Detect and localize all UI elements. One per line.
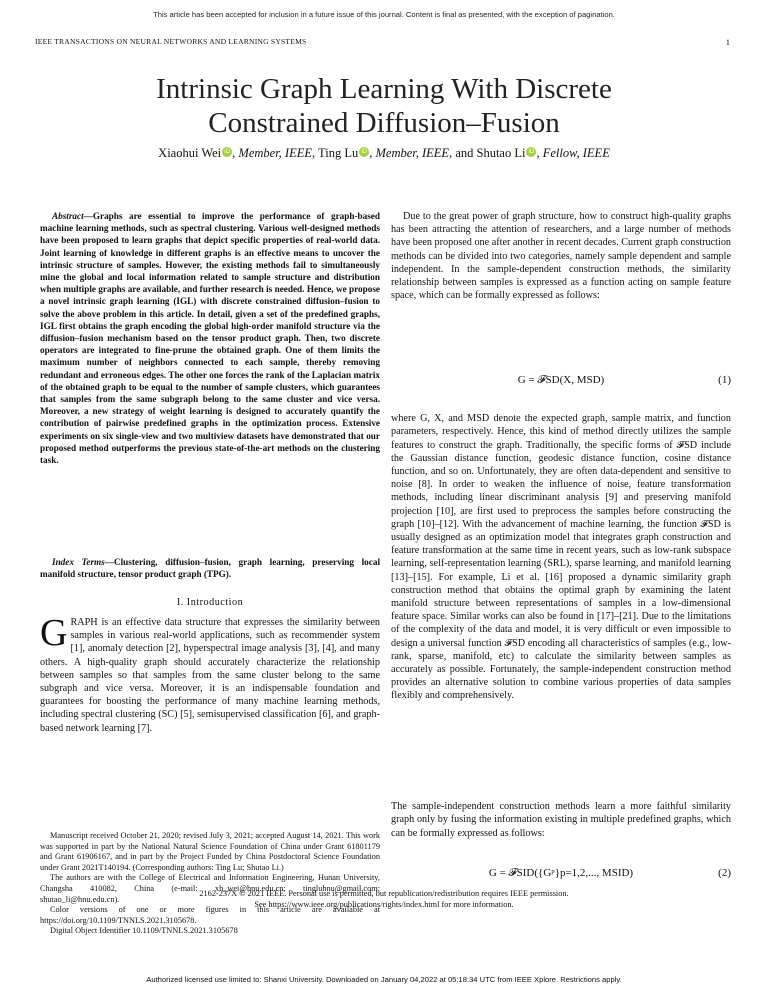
equation-1-number: (1) [718, 374, 731, 386]
section-heading: I. Introduction [176, 597, 244, 608]
footnote-manuscript: Manuscript received October 21, 2020; revised July 3, 2021; accepted August 14, 2021. This work was supported in part by the National Natural Science Foundation of China under Grant 61801179 and Grant 61906167, and in part by the Project Funded by China Postdoctoral Science Foundation under Grant 2021T140194. (Corresponding authors: Ting Lu; Shutao Li.) [40, 831, 380, 872]
author-1-role: Member, IEEE [238, 146, 313, 160]
equation-1 [391, 374, 731, 394]
copyright-line-1: 2162-237X © 2021 IEEE. Personal use is permitted, but republication/redistribution requires IEEE permission. [199, 889, 569, 898]
abstract [40, 210, 380, 466]
copyright-line-2: See https://www.ieee.org/publications/rights/index.html for more information. [254, 900, 514, 909]
footnote-color: Color versions of one or more figures in this article are available at https://doi.org/10.1109/TNNLS.2021.3105678. [40, 905, 380, 925]
author-2-role: Member, IEEE [375, 146, 450, 160]
copyright-notice [0, 888, 768, 910]
index-terms-label: Index Terms— [52, 557, 114, 567]
introduction-text: RAPH is an effective data structure that expresses the similarity between samples in various real-world applications, such as recommender system [1], anomaly detection [2], hyperspectral image analysis [3], [4], and many others. A high-quality graph should accurately characterize the relationship between samples so that samples from the same cluster belong to the same subgraph and vice versa. Moreover, it is an indispensable foundation and guarantees for boosting the performance of many machine learning methods, including spectral clustering (SC) [5], semisupervised classification [6], and graph-based network learning [7]. [40, 617, 380, 734]
equation-1-body: G = 𝓕SD(X, MSD) [517, 374, 605, 386]
author-3-role: Fellow, IEEE [542, 146, 610, 160]
author-list: Xiaohui Wei iD , Member, IEEE, Ting Lu iD , Member, IEEE, and Shutao Li iD , Fellow, IEEE [158, 146, 610, 160]
author-2: Ting Lu [318, 146, 359, 160]
equation-2-body: G = 𝓕SID({Gᵖ}p=1,2,..., MSID) [488, 867, 634, 879]
abstract-text: Graphs are essential to improve the performance of graph-based machine learning methods, such as spectral clustering. Various well-designed methods have been proposed to learn graphs that depict specific properties of real-world data. Joint learning of knowledge in different graphs is an effective means to uncover the intrinsic structure of samples. However, the existing methods fail to simultaneously mine the global and local information related to sample structure and distribution when multiple graphs are available, and further research is needed. Hence, we propose a novel intrinsic graph learning (IGL) with discrete constrained diffusion–fusion to solve the above problem in this article. In detail, given a set of the predefined graphs, IGL first obtains the graph encoding the global high-order manifold structure via the diffusion–fusion mechanism based on the tensor product graph. Then, two discrete operators are integrated to fine-prune the obtained graph. One of them limits the maximum number of neighbors connected to each sample, thereby removing redundant and erroneous edges. The other one forces the rank of the Laplacian matrix of the obtained graph to be equal to the number of sample clusters, which guarantees that samples from the same subgraph belong to the same cluster and vice versa. Moreover, a new strategy of weight learning is designed to accurately quantify the contribution of pairwise predefined graphs in the optimization process. Extensive experiments on six single-view and two multiview datasets have demonstrated that our proposed method outperforms the previous state-of-the-art methods on the clustering task. [40, 211, 380, 466]
paragraph-text: The sample-independent construction methods learn a more faithful similarity graph only by fusing the information existing in multiple predefined graphs, which can be formally expressed as follows: [391, 801, 731, 839]
orcid-icon[interactable]: iD [526, 147, 536, 157]
right-paragraph-1 [391, 210, 731, 302]
paragraph-text: Due to the great power of graph structure, how to construct high-quality graphs has been attracting the attention of researchers, and a large number of methods have been proposed one after another in recent decades. Current graph construction methods can be divided into two categories, namely sample dependent and sample independent. In the sample-dependent construction methods, the similarity relationship between samples is expressed as a function acting on sample feature space, which can be formally expressed as follows: [391, 211, 732, 302]
index-terms-text: Clustering, diffusion–fusion, graph learning, preserving local manifold structure, tensor product graph (TPG). [40, 557, 381, 580]
authorized-use-notice: Authorized licensed use limited to: Shanxi University. Downloaded on January 04,2022 at 05:18:34 UTC from IEEE Xplore. Restrictions apply. [146, 975, 622, 984]
index-terms [40, 556, 380, 580]
paragraph-text: where G, X, and MSD denote the expected graph, sample matrix, and function parameters, respectively. Hence, this kind of method directly utilizes the sample features to construct the graph. Traditionally, the specific forms of 𝓕SD include the Gaussian distance function, geodesic distance function, cosine distance function, and so on. Unfortunately, they are often data-dependent and sensitive to noise [8]. In order to weaken the influence of noise, feature transformation methods, including linear discriminant analysis [9] and preserving manifold projection [10], are first used to preprocess the samples before constructing the graph [10]–[12]. With the advancement of machine learning, the function 𝓕SD is usually designed as an optimization model that integrates graph construction and feature transformation at the same time in recent years, such as low-rank subspace learning, self-representation learning (SRL), sparse learning, and manifold learning [13]–[15]. For example, Li et al. [16] proposed a dynamic similarity graph construction method that obtains the optimal graph by examining the latent manifold structure between representations of samples in a low-dimensional feature space. Similar works can also be found in [17]–[21]. Due to the limitations of the complexity of the data and model, it is very difficult or even impossible to design a universal function 𝓕SD encoding all characteristics of samples (e.g., low-rank, sparse, manifold, etc) to calculate the similarity between samples as accurately as possible. Fortunately, the sample-independent construction method provides an alternative solution to combine various properties of data samples flexibly and comprehensively. [391, 413, 731, 702]
paper-title [0, 72, 768, 140]
title-line-1: Intrinsic Graph Learning With Discrete [156, 73, 612, 105]
right-paragraph-2 [391, 402, 731, 713]
footnote [40, 831, 380, 937]
drop-cap: G [40, 612, 68, 654]
orcid-icon[interactable]: iD [359, 147, 369, 157]
equation-2 [391, 867, 731, 887]
right-paragraph-3 [391, 790, 731, 850]
abstract-label: Abstract— [52, 211, 93, 221]
footnote-affiliation: The authors are with the College of Electrical and Information Engineering, Hunan University, Changsha 410082, China (e-mail: xh_wei@hnu.edu.cn; tingluhnu@gmail.com; shutao_li@hnu.edu.cn). [40, 873, 380, 904]
title-line-2: Constrained Diffusion–Fusion [208, 107, 560, 139]
acceptance-banner: This article has been accepted for inclusion in a future issue of this journal. Content is final as presented, with the exception of pagination. [153, 10, 615, 19]
orcid-icon[interactable]: iD [222, 147, 232, 157]
author-3: and Shutao Li [455, 146, 526, 160]
journal-header: IEEE TRANSACTIONS ON NEURAL NETWORKS AND LEARNING SYSTEMS [35, 37, 307, 46]
equation-2-number: (2) [718, 867, 731, 879]
page-number: 1 [725, 37, 730, 47]
author-1: Xiaohui Wei [158, 146, 222, 160]
introduction-paragraph [40, 612, 380, 735]
footnote-doi: Digital Object Identifier 10.1109/TNNLS.2021.3105678 [50, 926, 238, 936]
